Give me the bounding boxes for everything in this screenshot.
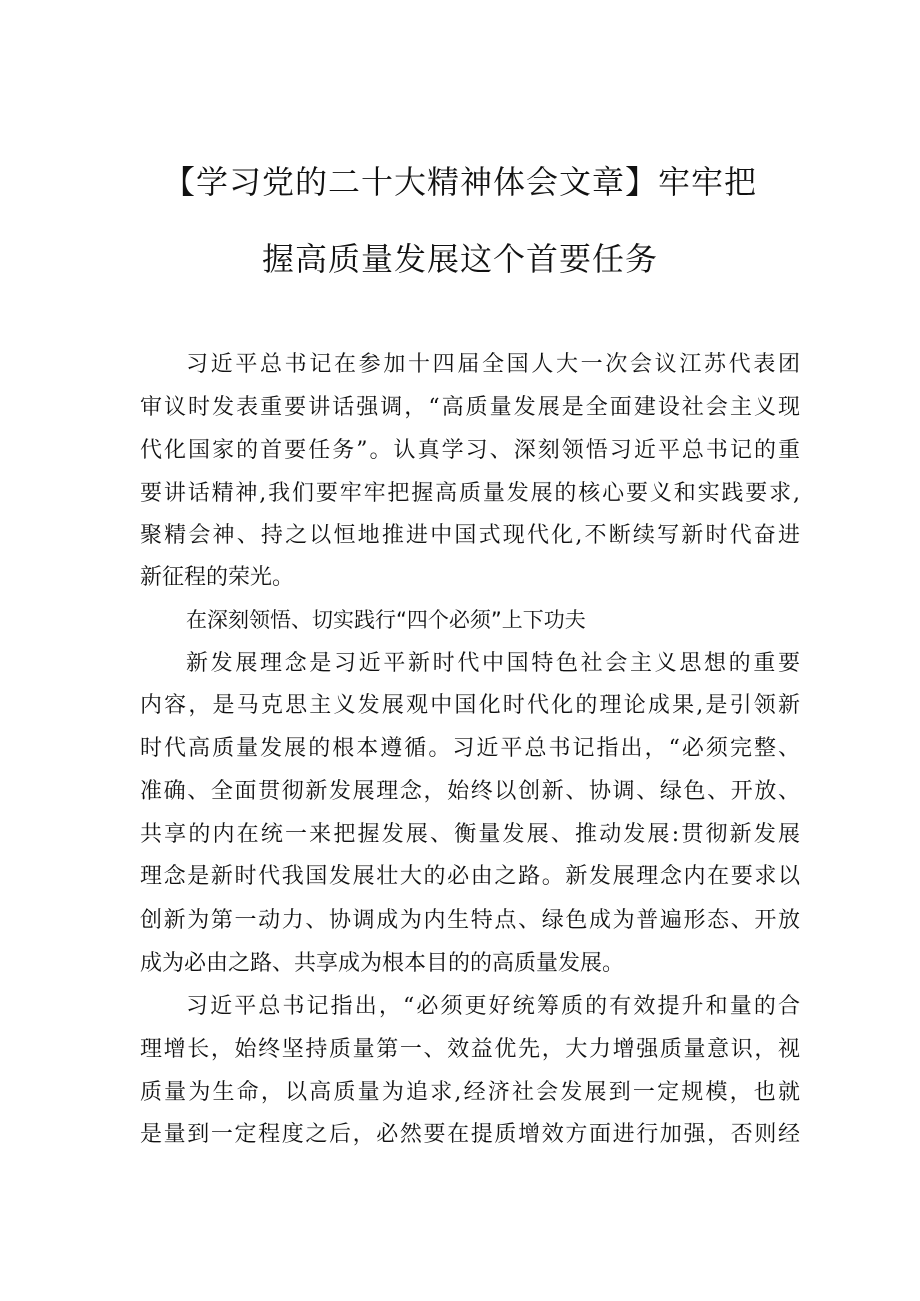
paragraph-2-line-6: 理念是新时代我国发展壮大的必由之路。新发展理念内在要求以 xyxy=(140,864,800,889)
paragraph-2-line-7: 创新为第一动力、协调成为内生特点、绿色成为普遍形态、开放 xyxy=(140,908,800,933)
document-title-line-1: 【学习党的二十大精神体会文章】牢牢把 xyxy=(162,163,757,201)
paragraph-1-line-3: 代化国家的首要任务”。认真学习、深刻领悟习近平总书记的重 xyxy=(140,438,800,463)
paragraph-3-line-3: 质量为生命，以高质量为追求,经济社会发展到一定规模，也就 xyxy=(140,1080,800,1105)
paragraph-3-line-2: 理增长，始终坚持质量第一、效益优先，大力增强质量意识，视 xyxy=(140,1037,800,1062)
paragraph-1-line-6: 新征程的荣光。 xyxy=(140,565,295,590)
paragraph-2-line-8: 成为必由之路、共享成为根本目的的高质量发展。 xyxy=(140,951,625,976)
paragraph-1-line-2: 审议时发表重要讲话强调，“高质量发展是全面建设社会主义现 xyxy=(140,395,800,420)
document-title-line-2: 握高质量发展这个首要任务 xyxy=(261,240,658,278)
paragraph-3-line-1: 习近平总书记指出，“必须更好统筹质的有效提升和量的合 xyxy=(186,994,800,1019)
paragraph-2-line-2: 内容，是马克思主义发展观中国化时代化的理论成果,是引领新 xyxy=(140,693,800,718)
paragraph-1-line-5: 聚精会神、持之以恒地推进中国式现代化,不断续写新时代奋进 xyxy=(140,523,800,548)
paragraph-1-line-1: 习近平总书记在参加十四届全国人大一次会议江苏代表团 xyxy=(186,352,800,377)
paragraph-1-line-4: 要讲话精神,我们要牢牢把握高质量发展的核心要义和实践要求, xyxy=(140,481,800,506)
paragraph-2-line-4: 准确、全面贯彻新发展理念，始终以创新、协调、绿色、开放、 xyxy=(140,779,800,804)
paragraph-2-line-1: 新发展理念是习近平新时代中国特色社会主义思想的重要 xyxy=(186,651,800,676)
section-subheading: 在深刻领悟、切实践行“四个必须”上下功夫 xyxy=(186,608,586,632)
paragraph-2-line-5: 共享的内在统一来把握发展、衡量发展、推动发展:贯彻新发展 xyxy=(140,822,800,847)
paragraph-3-line-4: 是量到一定程度之后，必然要在提质增效方面进行加强，否则经 xyxy=(140,1122,800,1147)
paragraph-2-line-3: 时代高质量发展的根本遵循。习近平总书记指出，“必须完整、 xyxy=(140,736,800,761)
